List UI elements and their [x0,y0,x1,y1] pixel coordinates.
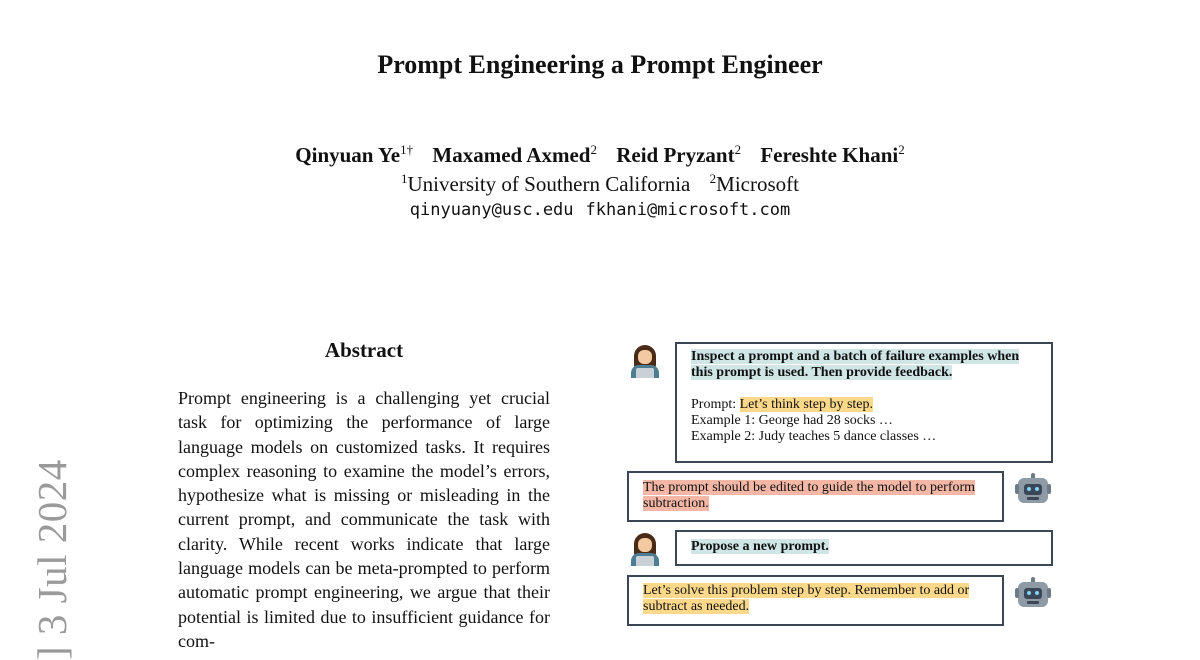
affiliation-name: Microsoft [716,172,799,196]
affiliation [401,172,690,196]
example-line: Example 2: Judy teaches 5 dance classes … [691,429,937,444]
affiliation-marker: 1 [401,171,408,186]
new-prompt-message-box [627,575,1004,626]
robot-icon [1015,577,1051,613]
email[interactable]: qinyuany@usc.edu [409,200,574,220]
affiliation-name: University of Southern California [407,172,691,196]
robot-icon [1015,473,1051,509]
author-affil-marker: 2 [898,142,905,157]
author [295,143,413,167]
person-at-laptop-icon [628,344,662,378]
prompt-label: Prompt: [691,397,740,412]
email-list [0,200,1200,220]
request-message-box [675,530,1053,566]
request-text: Propose a new prompt. [691,539,829,554]
email[interactable]: fkhani@microsoft.com [585,200,791,220]
new-prompt-text: Let’s solve this problem step by step. Remember to add or subtract as needed. [643,583,970,614]
author-name: Qinyuan Ye [295,143,401,167]
feedback-message-box [627,471,1004,522]
author [760,143,904,167]
abstract-heading: Abstract [324,338,404,362]
author-affil-marker: 2 [734,142,742,157]
prompt-line [691,397,1037,413]
author-affil-marker: 2 [590,142,597,157]
author-affil-marker: 1† [400,142,414,157]
instruction-highlight: Inspect a prompt and a batch of failure examples when this prompt is used. Then provide feedback. [691,349,1020,380]
arxiv-stamp: ] 3 Jul 2024 [29,459,75,660]
instruction-message-box [675,342,1053,463]
abstract-text: Prompt engineering is a challenging yet crucial task for optimizing the performance of large language models on customized tasks. It requires complex reasoning to examine the model’s errors, hypothesize what is missing or misleading in the current prompt, and communicate the task with clarity. While recent works indicate that large language models can be meta-prompted to perform automatic prompt engineering, we argue that their potential is limited due to insufficient guidance for com- [178,388,550,651]
author-name: Fereshte Khani [760,143,899,167]
affiliation-marker: 2 [709,171,717,186]
author-name: Maxamed Axmed [432,143,591,167]
affiliations [0,171,1200,197]
prompt-value: Let’s think step by step. [739,397,874,412]
feedback-text: The prompt should be edited to guide the model to perform subtraction. [643,480,976,511]
affiliation [710,172,799,196]
person-at-laptop-icon [628,532,662,566]
author-list [0,142,1200,168]
author-name: Reid Pryzant [616,143,735,167]
author [432,143,597,167]
paper-title: Prompt Engineering a Prompt Engineer [377,50,823,79]
instruction-text [691,349,1037,381]
author [616,143,741,167]
example-line: Example 1: George had 28 socks … [691,413,893,428]
